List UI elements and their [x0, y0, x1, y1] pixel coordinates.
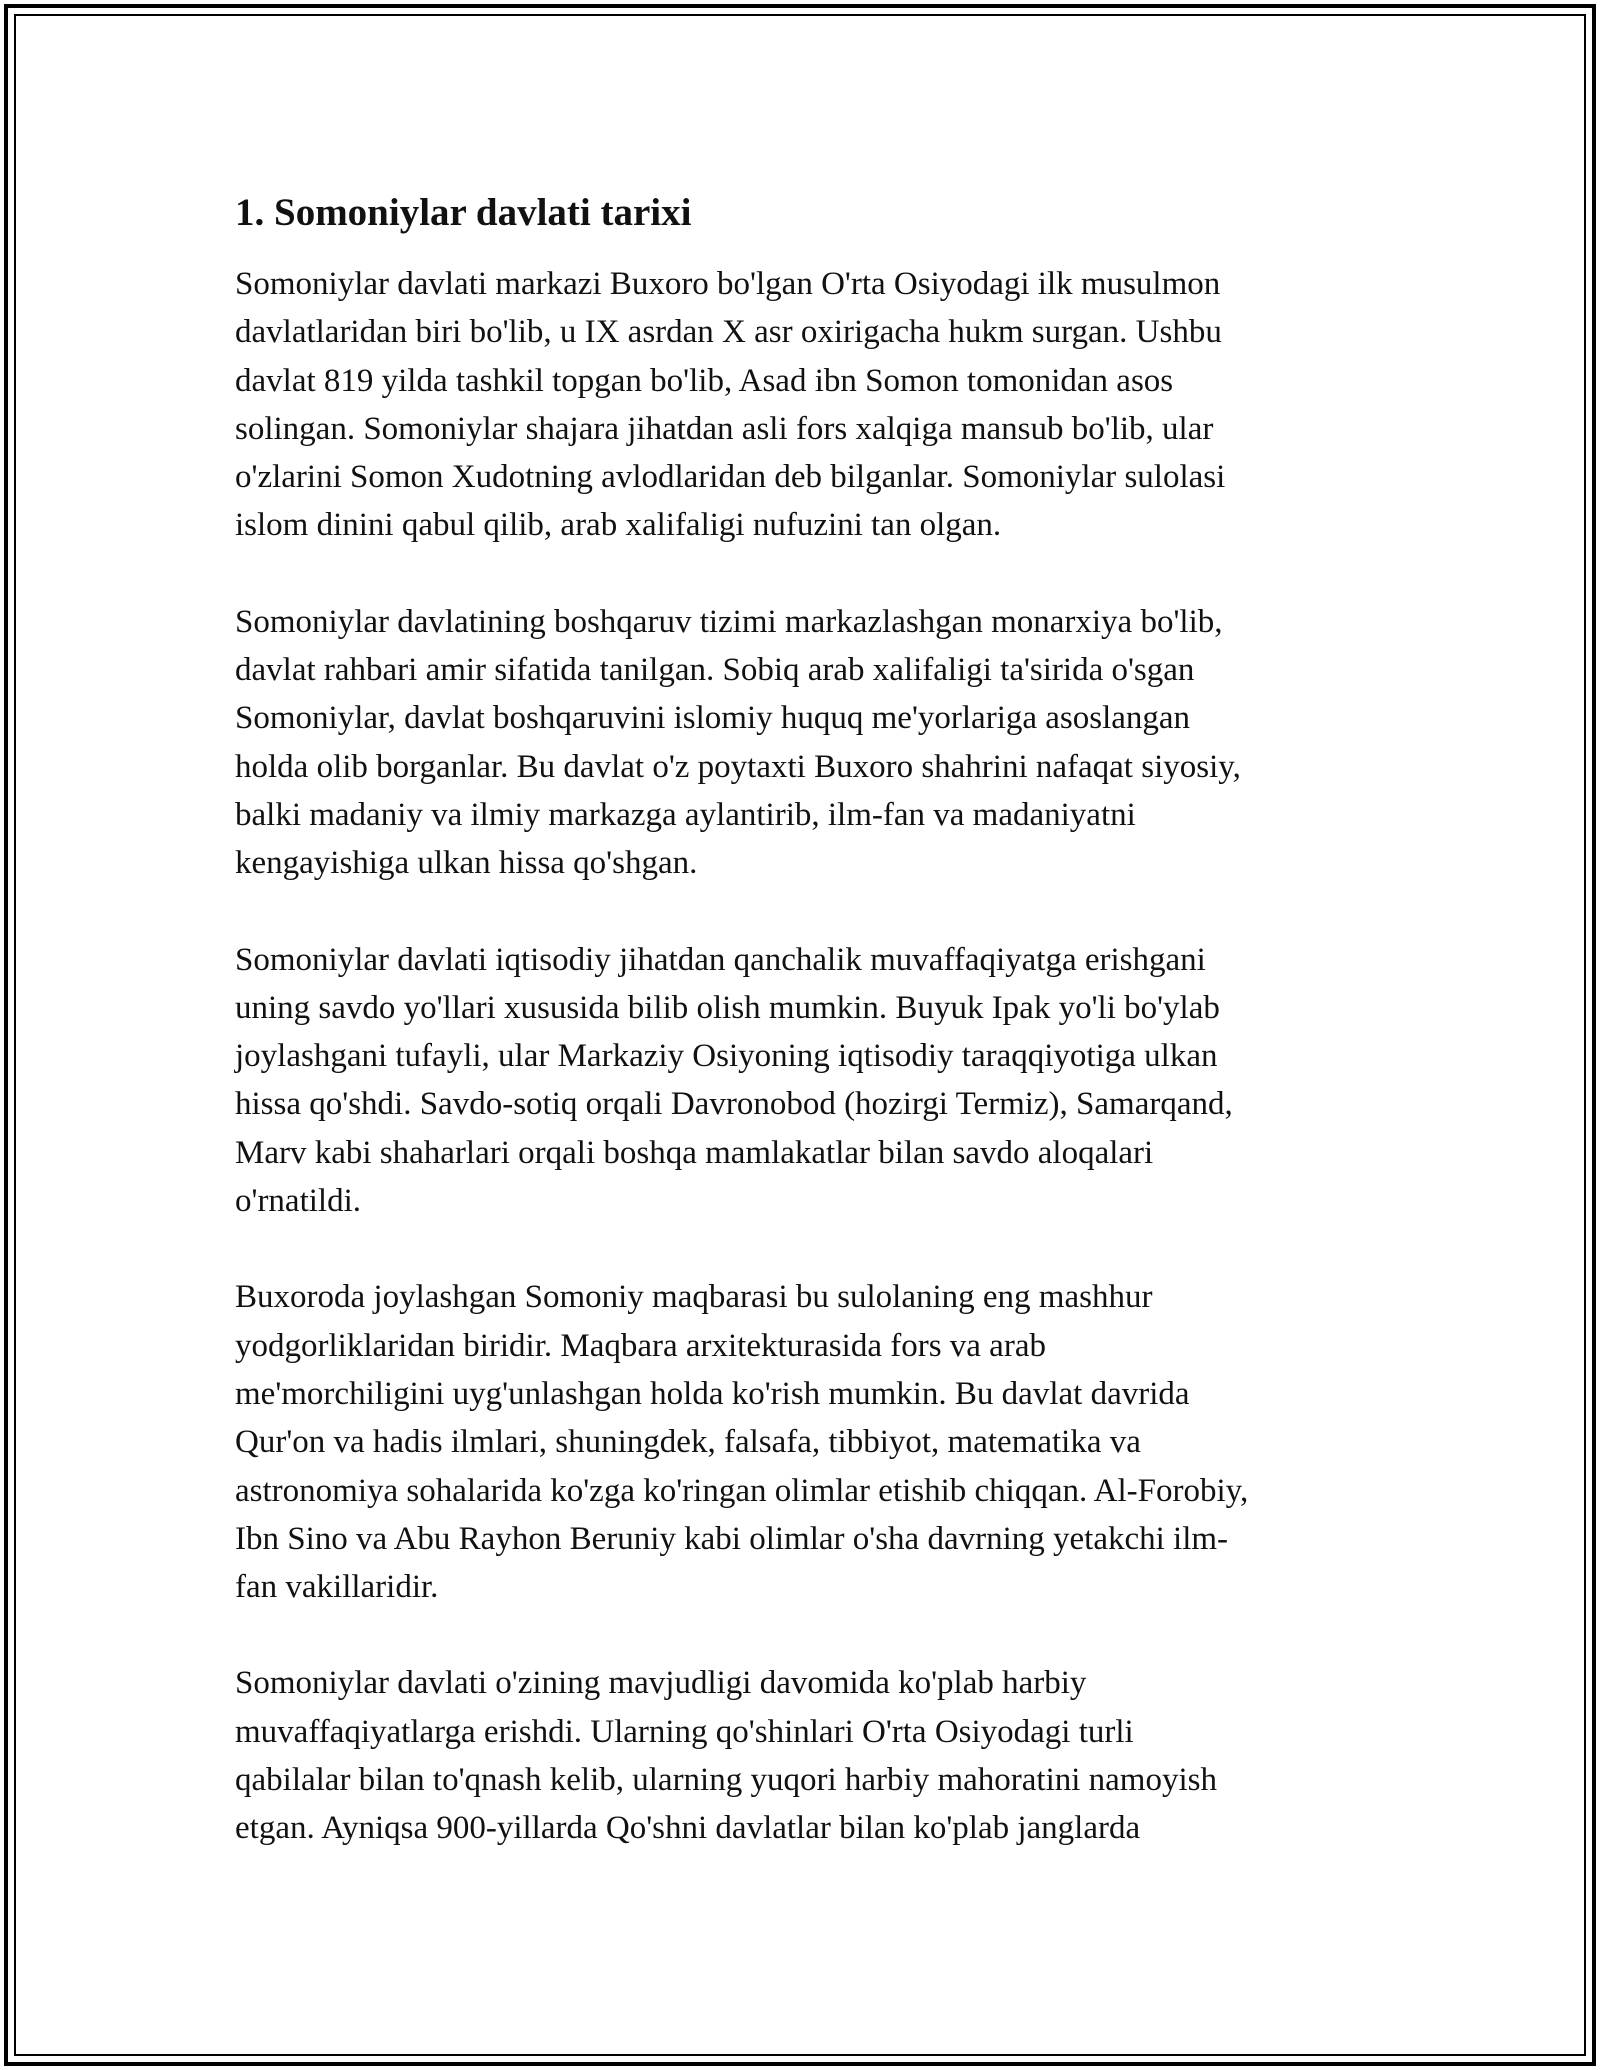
text-line: Buxoroda joylashgan Somoniy maqbarasi bu sulolaning eng mashhur: [235, 1279, 1153, 1316]
text-line: davlat 819 yilda tashkil topgan bo'lib, Asad ibn Somon tomonidan asos: [235, 362, 1174, 399]
text-line: Somoniylar davlati markazi Buxoro bo'lgan O'rta Osiyodagi ilk musulmon: [235, 266, 1221, 302]
text-line: joylashgani tufayli, ular Markaziy Osiyoning iqtisodiy taraqqiyotiga ulkan: [235, 1038, 1218, 1075]
text-line: Marv kabi shaharlari orqali boshqa mamlakatlar bilan savdo aloqalari: [235, 1134, 1154, 1171]
text-line: kengayishiga ulkan hissa qo'shgan.: [235, 845, 698, 882]
section-heading: 1. Somoniylar davlati tarixi: [235, 191, 692, 234]
text-line: balki madaniy va ilmiy markazga aylantirib, ilm-fan va madaniyatni: [235, 796, 1136, 833]
text-line: o'rnatildi.: [235, 1183, 362, 1220]
text-line: solingan. Somoniylar shajara jihatdan asli fors xalqiga mansub bo'lib, ular: [235, 410, 1214, 447]
text-line: fan vakillaridir.: [235, 1569, 439, 1606]
text-line: qabilalar bilan to'qnash kelib, ularning yuqori harbiy mahoratini namoyish: [235, 1762, 1217, 1799]
paragraph-2: [235, 598, 1375, 888]
text-line: Somoniylar, davlat boshqaruvini islomiy huquq me'yorlariga asoslangan: [235, 700, 1191, 737]
text-line: islom dinini qabul qilib, arab xalifaligi nufuzini tan olgan.: [235, 507, 1002, 544]
text-line: Qur'on va hadis ilmlari, shuningdek, falsafa, tibbiyot, matematika va: [235, 1424, 1141, 1461]
text-line: muvaffaqiyatlarga erishdi. Ularning qo'shinlari O'rta Osiyodagi turli: [235, 1713, 1134, 1750]
text-line: davlat rahbari amir sifatida tanilgan. Sobiq arab xalifaligi ta'sirida o'sgan: [235, 652, 1195, 689]
text-line: hissa qo'shdi. Savdo-sotiq orqali Davronobod (hozirgi Termiz), Samarqand,: [235, 1086, 1233, 1123]
text-line: etgan. Ayniqsa 900-yillarda Qo'shni davlatlar bilan ko'plab janglarda: [235, 1810, 1141, 1847]
paragraph-3: [235, 936, 1375, 1226]
text-line: Ibn Sino va Abu Rayhon Beruniy kabi olimlar o'sha davrning yetakchi ilm-: [235, 1520, 1229, 1557]
text-line: me'morchiligini uyg'unlashgan holda ko'rish mumkin. Bu davlat davrida: [235, 1375, 1190, 1412]
paragraph-5: [235, 1659, 1375, 1852]
paragraph-4: [235, 1273, 1375, 1611]
document-body: [235, 186, 1375, 1901]
text-line: Somoniylar davlatining boshqaruv tizimi markazlashgan monarxiya bo'lib,: [235, 603, 1223, 640]
text-line: Somoniylar davlati iqtisodiy jihatdan qanchalik muvaffaqiyatga erishgani: [235, 941, 1206, 978]
text-line: o'zlarini Somon Xudotning avlodlaridan deb bilganlar. Somoniylar sulolasi: [235, 459, 1226, 496]
text-line: uning savdo yo'llari xususida bilib olish mumkin. Buyuk Ipak yo'li bo'ylab: [235, 989, 1220, 1026]
text-line: davlatlaridan biri bo'lib, u IX asrdan X asr oxirigacha hukm surgan. Ushbu: [235, 314, 1222, 351]
text-line: astronomiya sohalarida ko'zga ko'ringan olimlar etishib chiqqan. Al-Forobiy,: [235, 1472, 1249, 1509]
paragraph-1: [235, 260, 1375, 550]
text-line: yodgorliklaridan biridir. Maqbara arxitekturasida fors va arab: [235, 1327, 1046, 1364]
text-line: holda olib borganlar. Bu davlat o'z poytaxti Buxoro shahrini nafaqat siyosiy,: [235, 748, 1241, 785]
text-line: Somoniylar davlati o'zining mavjudligi davomida ko'plab harbiy: [235, 1665, 1087, 1702]
